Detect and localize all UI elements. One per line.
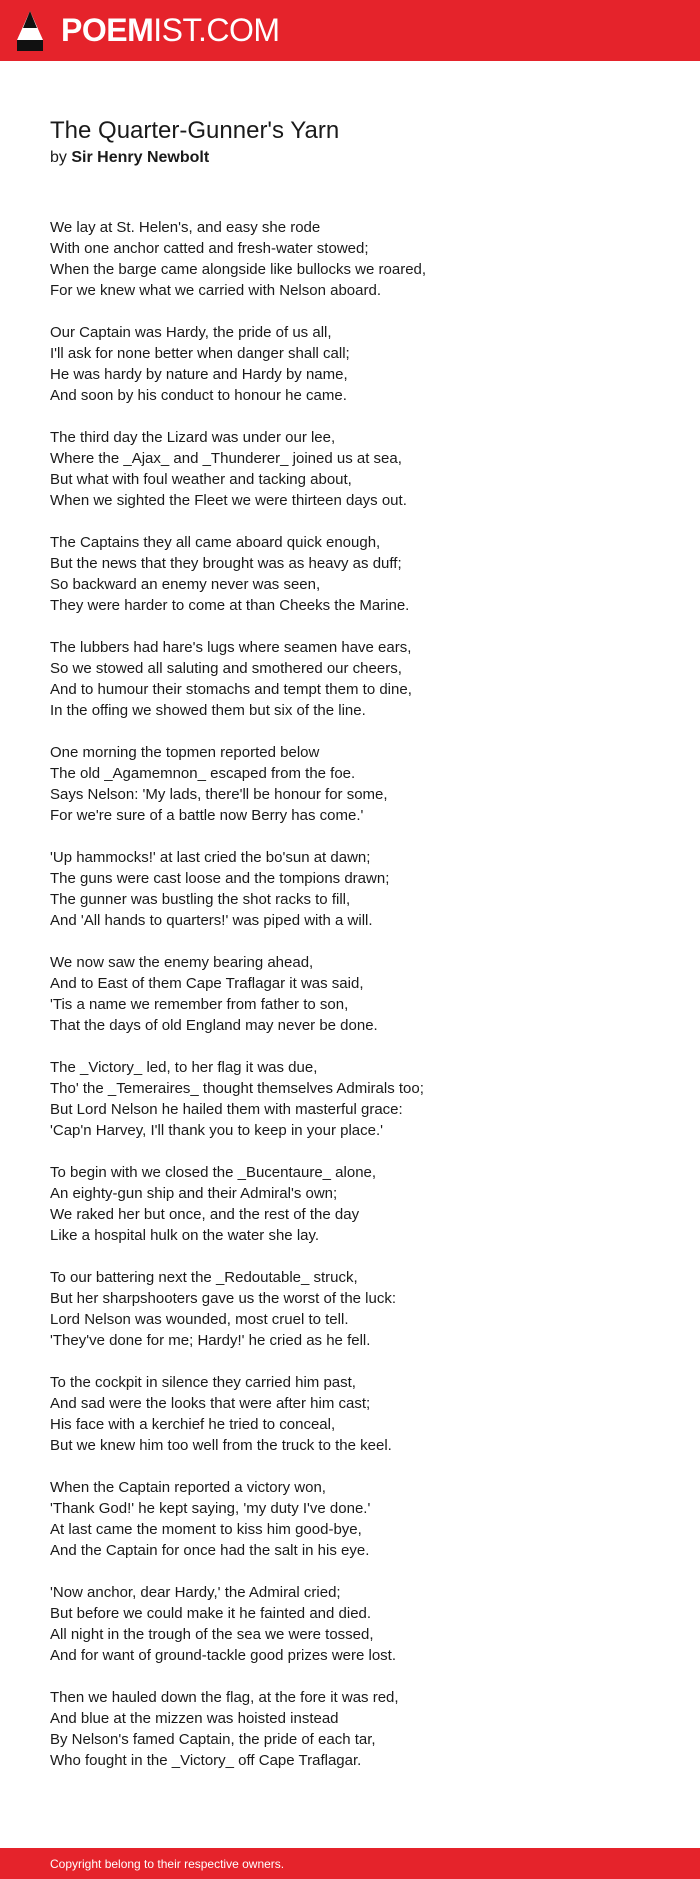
poem-line: But Lord Nelson he hailed them with masterful grace: <box>50 1101 403 1118</box>
poem-line: So we stowed all saluting and smothered our cheers, <box>50 660 402 677</box>
site-footer <box>0 1848 700 1879</box>
poem-line: And blue at the mizzen was hoisted instead <box>50 1710 339 1727</box>
poem-line: In the offing we showed them but six of the line. <box>50 702 366 719</box>
poem-line: And soon by his conduct to honour he came. <box>50 387 347 404</box>
stanza <box>50 1162 650 1246</box>
pen-nib-icon <box>16 10 44 52</box>
poem-line: By Nelson's famed Captain, the pride of each tar, <box>50 1731 376 1748</box>
poem-line: The old _Agamemnon_ escaped from the foe. <box>50 765 356 782</box>
poem-line: When we sighted the Fleet we were thirteen days out. <box>50 492 407 509</box>
stanza <box>50 427 650 511</box>
poem-line: His face with a kerchief he tried to conceal, <box>50 1416 336 1433</box>
stanza <box>50 742 650 826</box>
poem-content <box>50 115 650 1792</box>
poem-line: To the cockpit in silence they carried him past, <box>50 1374 356 1391</box>
poem-line: When the Captain reported a victory won, <box>50 1479 326 1496</box>
stanza <box>50 637 650 721</box>
author-name: Sir Henry Newbolt <box>71 149 210 166</box>
stanza <box>50 847 650 931</box>
poem-line: That the days of old England may never be done. <box>50 1017 378 1034</box>
stanza <box>50 1267 650 1351</box>
stanza <box>50 952 650 1036</box>
poem-line: Like a hospital hulk on the water she lay. <box>50 1227 320 1244</box>
poem-line: And to humour their stomachs and tempt them to dine, <box>50 681 412 698</box>
poem-line: The _Victory_ led, to her flag it was due, <box>50 1059 318 1076</box>
poem-line: So backward an enemy never was seen, <box>50 576 321 593</box>
byline <box>50 147 650 169</box>
poem-line: With one anchor catted and fresh-water stowed; <box>50 240 369 257</box>
poem-line: The gunner was bustling the shot racks to fill, <box>50 891 351 908</box>
poem-line: But the news that they brought was as heavy as duff; <box>50 555 402 572</box>
poem-line: Says Nelson: 'My lads, there'll be honour for some, <box>50 786 388 803</box>
poem-line: 'Cap'n Harvey, I'll thank you to keep in your place.' <box>50 1122 384 1139</box>
logo-light-text: IST.COM <box>153 12 280 48</box>
poem-line: And 'All hands to quarters!' was piped with a will. <box>50 912 373 929</box>
stanza <box>50 1057 650 1141</box>
poem-line: The Captains they all came aboard quick enough, <box>50 534 381 551</box>
stanza <box>50 1477 650 1561</box>
poem-line: For we're sure of a battle now Berry has come.' <box>50 807 364 824</box>
stanza <box>50 1582 650 1666</box>
site-header <box>0 0 700 61</box>
by-label: by <box>50 149 67 166</box>
stanza <box>50 532 650 616</box>
poem-line: We now saw the enemy bearing ahead, <box>50 954 314 971</box>
poem-line: And sad were the looks that were after him cast; <box>50 1395 371 1412</box>
poem-line: The third day the Lizard was under our lee, <box>50 429 336 446</box>
poem-line: He was hardy by nature and Hardy by name, <box>50 366 348 383</box>
poem-line: But before we could make it he fainted and died. <box>50 1605 372 1622</box>
stanza <box>50 1687 650 1771</box>
poem-line: An eighty-gun ship and their Admiral's own; <box>50 1185 338 1202</box>
poem-line: All night in the trough of the sea we were tossed, <box>50 1626 374 1643</box>
poem-line: At last came the moment to kiss him good-bye, <box>50 1521 362 1538</box>
poem-line: But what with foul weather and tacking about, <box>50 471 352 488</box>
copyright-text: Copyright belong to their respective owners. <box>50 1857 285 1871</box>
poem-title: The Quarter-Gunner's Yarn <box>50 117 340 144</box>
stanza <box>50 322 650 406</box>
poem-line: 'Now anchor, dear Hardy,' the Admiral cried; <box>50 1584 341 1601</box>
poem-line: When the barge came alongside like bullocks we roared, <box>50 261 427 278</box>
poem-line: 'Up hammocks!' at last cried the bo'sun at dawn; <box>50 849 371 866</box>
poem-line: But we knew him too well from the truck to the keel. <box>50 1437 392 1454</box>
poem-line: To our battering next the _Redoutable_ struck, <box>50 1269 358 1286</box>
poem-line: 'Thank God!' he kept saying, 'my duty I've done.' <box>50 1500 371 1517</box>
poem-line: 'They've done for me; Hardy!' he cried as he fell. <box>50 1332 371 1349</box>
poem-line: One morning the topmen reported below <box>50 744 320 761</box>
site-logo[interactable] <box>61 11 280 49</box>
poem-line: We raked her but once, and the rest of the day <box>50 1206 360 1223</box>
poem-line: And to East of them Cape Traflagar it was said, <box>50 975 364 992</box>
poem-line: 'Tis a name we remember from father to son, <box>50 996 349 1013</box>
poem-line: To begin with we closed the _Bucentaure_ alone, <box>50 1164 377 1181</box>
poem-line: Tho' the _Temeraires_ thought themselves Admirals too; <box>50 1080 424 1097</box>
poem-line: The guns were cast loose and the tompions drawn; <box>50 870 390 887</box>
stanza <box>50 1372 650 1456</box>
poem-line: Lord Nelson was wounded, most cruel to tell. <box>50 1311 349 1328</box>
poem-line: Our Captain was Hardy, the pride of us all, <box>50 324 332 341</box>
poem-line: For we knew what we carried with Nelson aboard. <box>50 282 381 299</box>
poem-line: But her sharpshooters gave us the worst of the luck: <box>50 1290 397 1307</box>
poem-line: And for want of ground-tackle good prizes were lost. <box>50 1647 397 1664</box>
poem-line: Who fought in the _Victory_ off Cape Traflagar. <box>50 1752 362 1769</box>
poem-line: And the Captain for once had the salt in his eye. <box>50 1542 370 1559</box>
poem-line: Then we hauled down the flag, at the fore it was red, <box>50 1689 399 1706</box>
poem-line: They were harder to come at than Cheeks the Marine. <box>50 597 410 614</box>
poem-body <box>50 217 650 1771</box>
stanza <box>50 217 650 301</box>
poem-line: Where the _Ajax_ and _Thunderer_ joined us at sea, <box>50 450 402 467</box>
poem-line: The lubbers had hare's lugs where seamen have ears, <box>50 639 412 656</box>
poem-line: I'll ask for none better when danger shall call; <box>50 345 350 362</box>
poem-line: We lay at St. Helen's, and easy she rode <box>50 219 321 236</box>
logo-bold-text: POEM <box>61 12 154 48</box>
